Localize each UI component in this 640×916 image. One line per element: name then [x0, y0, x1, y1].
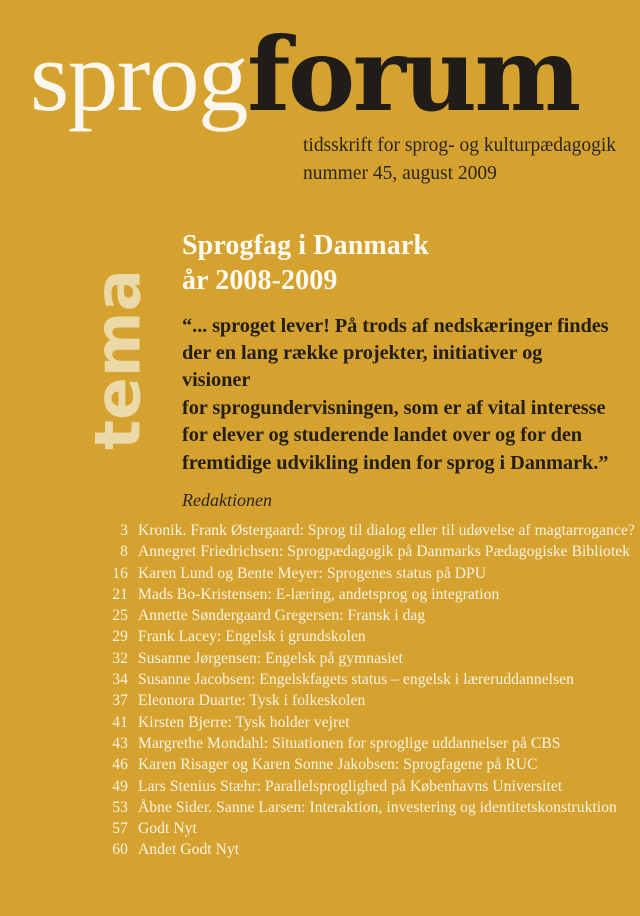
toc-entry-title: Annette Søndergaard Gregersen: Fransk i dag	[138, 607, 426, 625]
toc-entry-title: Karen Lund og Bente Meyer: Sprogenes status på DPU	[138, 564, 487, 582]
tema-quote-line-2: der en lang række projekter, initiativer og visioner	[182, 341, 543, 392]
toc-entry-page-number: 37	[112, 692, 128, 710]
table-of-contents	[104, 522, 634, 863]
toc-entry-page-number: 29	[112, 628, 128, 646]
tema-quote	[182, 313, 612, 478]
subtitle-tagline: tidsskrift for sprog- og kulturpædagogik	[303, 135, 617, 156]
subtitle-issue-date: nummer 45, august 2009	[303, 162, 497, 184]
toc-entry-title: Annegret Friedrichsen: Sprogpædagogik på Danmarks Pædagogiske Bibliotek	[138, 543, 631, 561]
toc-entry-page-number: 16	[112, 564, 128, 582]
tema-quote-line-1: “... sproget lever! På trods af nedskæringer findes	[182, 314, 609, 337]
toc-entry[interactable]	[104, 543, 634, 564]
toc-entry-page-number: 41	[112, 713, 128, 731]
toc-entry-page-number: 53	[112, 798, 128, 816]
toc-entry-title: Susanne Jacobsen: Engelskfagets status – engelsk i læreruddannelsen	[138, 671, 574, 689]
tema-quote-line-4: for elever og studerende landet over og for den	[182, 424, 583, 447]
toc-entry-title: Frank Lacey: Engelsk i grundskolen	[138, 628, 366, 646]
tema-quote-attribution: Redaktionen	[182, 490, 272, 511]
toc-entry[interactable]	[104, 650, 634, 671]
toc-entry-title: Mads Bo-Kristensen: E-læring, andetsprog og integration	[138, 585, 500, 603]
toc-entry-page-number: 21	[112, 585, 128, 603]
tema-title	[182, 228, 612, 299]
toc-entry-page-number: 57	[112, 820, 128, 838]
toc-entry[interactable]	[104, 841, 634, 862]
toc-entry-title: Susanne Jørgensen: Engelsk på gymnasiet	[138, 649, 403, 667]
toc-entry-page-number: 34	[112, 671, 128, 689]
toc-entry[interactable]	[104, 671, 634, 692]
toc-entry[interactable]	[104, 714, 634, 735]
toc-entry-title: Andet Godt Nyt	[138, 841, 240, 859]
toc-entry-page-number: 43	[112, 734, 128, 752]
toc-entry[interactable]	[104, 628, 634, 649]
toc-entry[interactable]	[104, 778, 634, 799]
masthead-word-sprog: sprog	[30, 20, 247, 132]
toc-entry-title: Eleonora Duarte: Tysk i folkeskolen	[138, 692, 366, 710]
tema-title-line-1: Sprogfag i Danmark	[182, 230, 430, 261]
toc-entry-title: Lars Stenius Stæhr: Parallelsproglighed på Københavns Universitet	[138, 777, 563, 795]
toc-entry-page-number: 8	[120, 543, 128, 561]
toc-entry-page-number: 25	[112, 607, 128, 625]
toc-entry-title: Godt Nyt	[138, 820, 197, 838]
toc-entry[interactable]	[104, 799, 634, 820]
tema-vertical-label: tema	[81, 269, 155, 451]
toc-entry[interactable]	[104, 820, 634, 841]
masthead-logo	[30, 15, 620, 134]
toc-entry-page-number: 49	[112, 777, 128, 795]
toc-entry[interactable]	[104, 735, 634, 756]
toc-entry-page-number: 60	[112, 841, 128, 859]
toc-entry[interactable]	[104, 607, 634, 628]
toc-entry[interactable]	[104, 692, 634, 713]
toc-entry-title: Karen Risager og Karen Sonne Jakobsen: Sprogfagene på RUC	[138, 756, 538, 774]
toc-entry-page-number: 46	[112, 756, 128, 774]
toc-entry[interactable]	[104, 586, 634, 607]
toc-entry[interactable]	[104, 522, 634, 543]
toc-entry-title: Margrethe Mondahl: Situationen for sproglige uddannelser på CBS	[138, 734, 561, 752]
toc-entry-title: Åbne Sider. Sanne Larsen: Interaktion, investering og identitetskonstruktion	[138, 798, 617, 816]
tema-title-line-2: år 2008-2009	[182, 265, 338, 297]
toc-entry-page-number: 3	[120, 522, 128, 539]
tema-content	[182, 228, 612, 511]
tema-quote-line-3: for sprogundervisningen, som er af vital interesse	[182, 396, 606, 419]
masthead-subtitle	[303, 132, 616, 187]
tema-quote-line-5: fremtidige udvikling inden for sprog i Danmark.”	[182, 451, 609, 474]
toc-entry-title: Kronik. Frank Østergaard: Sprog til dialog eller til udøvelse af magtarrogance?	[138, 522, 635, 539]
masthead-word-forum: forum	[246, 15, 579, 134]
toc-entry-title: Kirsten Bjerre: Tysk holder vejret	[138, 713, 350, 731]
tema-section	[0, 228, 640, 511]
toc-entry[interactable]	[104, 565, 634, 586]
toc-entry-page-number: 32	[112, 649, 128, 667]
toc-entry[interactable]	[104, 756, 634, 777]
